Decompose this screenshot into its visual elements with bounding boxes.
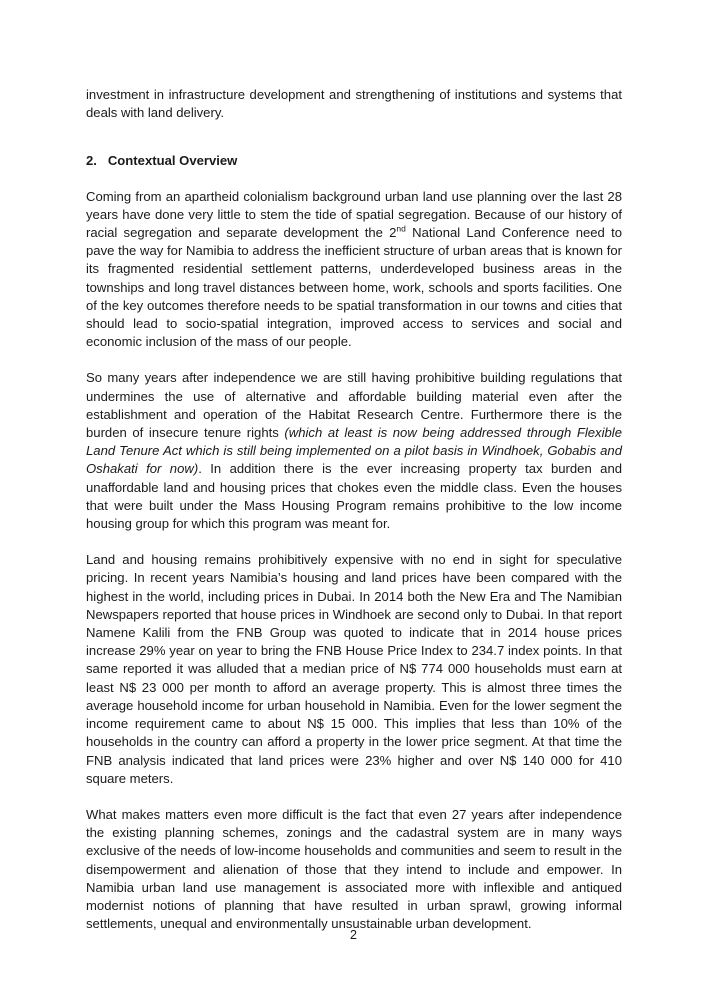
paragraph1-text-b: National Land Conference need to pave the way for Namibia to address the inefficient structure of urban areas that is known for its fragmented residential settlement patterns, underdeveloped business areas in the townships and long travel distances between home, work, schools and sports facilities. One of the key outcomes therefore needs to be spatial transformation in our towns and cities that should lead to socio-spatial integration, improved access to services and social and economic inclusion of the mass of our people. xyxy=(86,225,622,350)
paragraph1-text-a: Coming from an apartheid colonialism background urban land use planning over the last 28 years have done very little to stem the tide of spatial segregation. Because of our history of racial segregation and separate development the 2 xyxy=(86,188,622,241)
paragraph-building-regulations xyxy=(86,369,622,533)
paragraph2-italic-note: (which at least is now being addressed through Flexible Land Tenure Act which is still being implemented on a pilot basis in Windhoek, Gobabis and Oshakati for now) xyxy=(86,425,622,477)
section-number: 2. xyxy=(86,153,97,169)
section-title: Contextual Overview xyxy=(107,153,238,169)
paragraph-planning-schemes: What makes matters even more difficult is the fact that even 27 years after independence the existing planning schemes, zonings and the cadastral system are in many ways exclusive of the needs of low-income households and communities and seem to result in the disempowerment and alienation of those that they intend to include and empower. In Namibia urban land use management is associated more with inflexible and antiqued modernist notions of planning that have resulted in urban sprawl, growing informal settlements, unequal and environmentally unsustainable urban development. xyxy=(86,806,622,932)
page-number: 2 xyxy=(350,928,357,942)
paragraph2-text-b: . In addition there is the ever increasing property tax burden and unaffordable land and housing prices that chokes even the middle class. Even the houses that were built under the Mass Housing Program remains prohibitive to the low income housing group for which this program was meant for. xyxy=(86,461,623,532)
paragraph2-text-a: So many years after independence we are still having prohibitive building regulations that undermines the use of alternative and affordable building material even after the establishment and operation of the Habitat Research Centre. Furthermore there is the burden of insecure tenure rights xyxy=(86,370,622,441)
section-heading xyxy=(86,152,622,170)
ordinal-superscript: nd xyxy=(396,223,406,234)
paragraph-housing-prices: Land and housing remains prohibitively expensive with no end in sight for speculative pricing. In recent years Namibia’s housing and land prices have been compared with the highest in the world, including prices in Dubai. In 2014 both the New Era and The Namibian Newspapers reported that house prices in Windhoek are second only to Dubai. In that report Namene Kalili from the FNB Group was quoted to indicate that in 2014 house prices increase 29% year on year to bring the FNB House Price Index to 234.7 index points. In that same reported it was alluded that a median price of N$ 774 000 households must earn at least N$ 23 000 per month to afford an average property. This is almost three times the average household income for urban household in Namibia. Even for the lower segment the income requirement came to about N$ 15 000. This implies that less than 10% of the households in the country can afford a property in the lower price segment. At that time the FNB analysis indicated that land prices were 23% higher and over N$ 140 000 for 410 square meters. xyxy=(86,552,622,786)
intro-paragraph: investment in infrastructure development and strengthening of institutions and systems that deals with land delivery. xyxy=(86,87,622,121)
paragraph-spatial-segregation xyxy=(86,188,622,352)
